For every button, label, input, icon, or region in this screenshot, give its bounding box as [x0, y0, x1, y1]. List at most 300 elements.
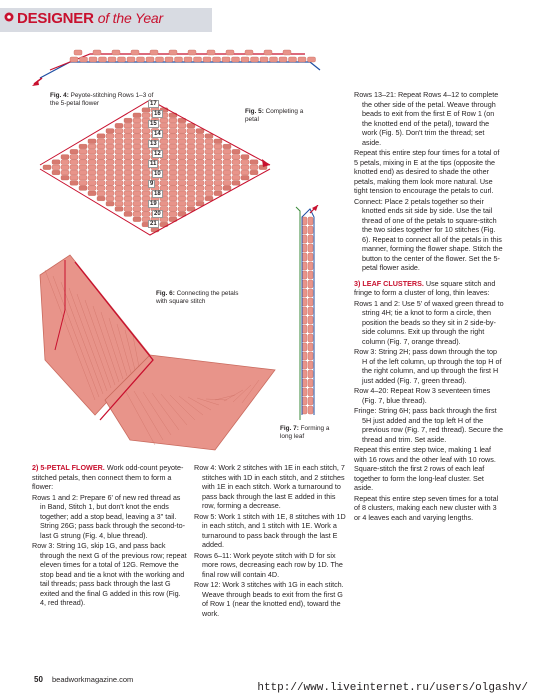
bead [205, 134, 213, 139]
bead [250, 170, 258, 175]
bead [178, 201, 186, 206]
bead [223, 149, 231, 154]
bead [124, 207, 132, 212]
bead [289, 57, 297, 62]
bead [142, 108, 150, 113]
bead [187, 129, 195, 134]
bead [308, 226, 313, 234]
bead [187, 196, 195, 201]
bead [61, 175, 69, 180]
row-number-label: 13 [150, 141, 157, 147]
bead [106, 196, 114, 201]
bead [165, 57, 173, 62]
bead [196, 191, 204, 196]
paragraph-row-4: Row 4: Work 2 stitches with 1E in each stitch, 7 stitches with 1D in each stitch, and 2 stitches with 1E in each stitch. Work a turnaround to pass back through the last E added in this row, forming a decrease. [194, 463, 345, 510]
bead [169, 129, 177, 134]
bead [223, 181, 231, 186]
bead [115, 191, 123, 196]
bead [124, 144, 132, 149]
bead [302, 226, 307, 234]
bead [169, 118, 177, 123]
bead [115, 207, 123, 212]
bead [279, 57, 287, 62]
bead [124, 186, 132, 191]
bead [115, 165, 123, 170]
bead [133, 144, 141, 149]
paragraph-5-petal-flower: 2) 5-PETAL FLOWER. Work odd-count peyote-stitched petals, then connect them to form a flower: [32, 463, 184, 491]
bead [115, 201, 123, 206]
bead [169, 201, 177, 206]
bead [118, 57, 126, 62]
bead [108, 57, 116, 62]
bead [178, 175, 186, 180]
bead [106, 139, 114, 144]
bead [205, 196, 213, 201]
figure-6-caption: Fig. 6: Connecting the petals with square stitch [156, 290, 239, 305]
row-number-label: 16 [154, 111, 161, 117]
bead [214, 139, 222, 144]
bead [245, 50, 253, 55]
bead [308, 406, 313, 414]
bead [169, 139, 177, 144]
bead [205, 155, 213, 160]
bead [97, 155, 105, 160]
page-number: 50 [34, 675, 43, 684]
bead [302, 307, 307, 315]
row-number-label: 18 [154, 191, 161, 197]
bead [79, 175, 87, 180]
bead [213, 57, 221, 62]
bead [97, 160, 105, 165]
bead [308, 370, 313, 378]
row-number-label: 21 [150, 221, 157, 227]
bead [142, 212, 150, 217]
bead [194, 57, 202, 62]
bead [88, 155, 96, 160]
bead [232, 165, 240, 170]
bead [124, 139, 132, 144]
bead [178, 196, 186, 201]
bead [124, 201, 132, 206]
paragraph-leaf-rows-1-2: Rows 1 and 2: Use 5' of waxed green thread to string 4H; tie a knot to form a circle, then position the beads so they sit in 2 side-by-side columns. Exit up through the right column (Fig. 7, orange thread). [354, 298, 504, 346]
bead [308, 307, 313, 315]
bead [97, 196, 105, 201]
bead [133, 217, 141, 222]
bead [43, 165, 51, 170]
bead [133, 181, 141, 186]
bead [124, 191, 132, 196]
bead [79, 170, 87, 175]
bead [205, 191, 213, 196]
bead [214, 191, 222, 196]
bead [214, 175, 222, 180]
bead [308, 397, 313, 405]
bead [106, 149, 114, 154]
bead [133, 196, 141, 201]
bead [133, 160, 141, 165]
bead [169, 123, 177, 128]
bead [97, 139, 105, 144]
bead [133, 129, 141, 134]
bead [223, 165, 231, 170]
bead [308, 253, 313, 261]
bead [52, 160, 60, 165]
bead [124, 165, 132, 170]
bead [133, 155, 141, 160]
text-column-1 [32, 463, 187, 609]
bead [302, 271, 307, 279]
bead [88, 186, 96, 191]
bead [97, 170, 105, 175]
bead [187, 170, 195, 175]
bead [283, 50, 291, 55]
bead [150, 50, 158, 55]
row-number-label: 14 [154, 131, 161, 137]
bead [251, 57, 259, 62]
bead [232, 175, 240, 180]
bead [308, 352, 313, 360]
bead [97, 175, 105, 180]
bead [178, 186, 186, 191]
bead [205, 186, 213, 191]
bead [61, 165, 69, 170]
bead [124, 196, 132, 201]
bead [146, 57, 154, 62]
bead [187, 149, 195, 154]
bead [88, 175, 96, 180]
bead [302, 361, 307, 369]
bead [214, 155, 222, 160]
bead [187, 160, 195, 165]
bead [187, 175, 195, 180]
flower-logo-icon [4, 12, 14, 22]
bead [196, 170, 204, 175]
bead [124, 160, 132, 165]
bead [115, 129, 123, 134]
paragraph-leaf-rows-4-20: Row 4–20: Repeat Row 3 seventeen times (Fig. 7, blue thread). [354, 386, 491, 405]
figure-4-caption: Fig. 4: Peyote-stitching Rows 1–3 of the 5-petal flower [50, 92, 154, 107]
bead [79, 165, 87, 170]
bead [106, 155, 114, 160]
bead [70, 160, 78, 165]
bead [302, 244, 307, 252]
bead [79, 144, 87, 149]
bead [133, 134, 141, 139]
paragraph-row-12: Row 12: Work 3 stitches with 1G in each stitch. Weave through beads to exit from the first G of Row 1 (near the knotted end), toward the work. [194, 580, 344, 618]
bead [133, 212, 141, 217]
bead [131, 50, 139, 55]
row-number-label: 20 [154, 211, 161, 217]
bead [70, 155, 78, 160]
bead [308, 271, 313, 279]
footer-website: beadworkmagazine.com [52, 675, 134, 684]
bead [178, 160, 186, 165]
bead [308, 298, 313, 306]
bead [124, 129, 132, 134]
bead [156, 57, 164, 62]
bead [142, 155, 150, 160]
bead [223, 175, 231, 180]
bead [302, 316, 307, 324]
bead [115, 160, 123, 165]
bead [106, 165, 114, 170]
bead [214, 149, 222, 154]
bead [178, 207, 186, 212]
bead [302, 352, 307, 360]
bead [232, 155, 240, 160]
bead [196, 139, 204, 144]
bead [79, 160, 87, 165]
bead [308, 262, 313, 270]
bead [97, 144, 105, 149]
bead [205, 165, 213, 170]
bead [160, 181, 168, 186]
bead [205, 175, 213, 180]
bead [223, 155, 231, 160]
bead [52, 165, 60, 170]
bead [133, 113, 141, 118]
row-number-label: 10 [154, 171, 161, 177]
bead [106, 201, 114, 206]
bead [223, 160, 231, 165]
bead [214, 165, 222, 170]
bead [205, 149, 213, 154]
bead [142, 134, 150, 139]
bead [223, 170, 231, 175]
bead [80, 57, 88, 62]
bead [88, 165, 96, 170]
bead [97, 186, 105, 191]
bead [142, 191, 150, 196]
paragraph-repeat-petals: Repeat this entire step four times for a total of 5 petals, mixing in E at the tips (opposite the knotted end) as desired to shade the other petals, making them look more natural. Use tight tension to encourage the petals to curl. [354, 148, 500, 195]
bead [115, 170, 123, 175]
bead [214, 144, 222, 149]
bead [106, 186, 114, 191]
bead [178, 181, 186, 186]
bead [214, 181, 222, 186]
bead [169, 181, 177, 186]
bead [115, 196, 123, 201]
bead [302, 289, 307, 297]
bead [115, 186, 123, 191]
bead [302, 298, 307, 306]
bead [308, 316, 313, 324]
bead [196, 181, 204, 186]
bead [169, 196, 177, 201]
bead [142, 113, 150, 118]
bead [133, 175, 141, 180]
bead [61, 160, 69, 165]
bead [203, 57, 211, 62]
bead [196, 196, 204, 201]
paragraph-rows-6-11: Rows 6–11: Work peyote stitch with D for six more rows, decreasing each row by 1D. The final row will contain 4D. [194, 550, 343, 579]
bead [178, 123, 186, 128]
bead [196, 175, 204, 180]
bead [250, 165, 258, 170]
bead [97, 149, 105, 154]
bead [232, 170, 240, 175]
bead [205, 160, 213, 165]
bead [214, 160, 222, 165]
bead [79, 181, 87, 186]
bead [188, 50, 196, 55]
bead [232, 181, 240, 186]
bead [196, 165, 204, 170]
bead [70, 149, 78, 154]
bead [61, 170, 69, 175]
bead [196, 144, 204, 149]
figure-5-caption: Fig. 5: Completing a petal [245, 108, 304, 123]
bead [115, 175, 123, 180]
bead [137, 57, 145, 62]
bead [133, 139, 141, 144]
bead [160, 160, 168, 165]
bead [124, 149, 132, 154]
bead [169, 170, 177, 175]
bead [196, 134, 204, 139]
section-title: DESIGNER of the Year [17, 10, 163, 27]
bead [133, 186, 141, 191]
bead [112, 50, 120, 55]
bead [88, 144, 96, 149]
bead [142, 170, 150, 175]
bead [241, 155, 249, 160]
bead [187, 155, 195, 160]
bead [302, 334, 307, 342]
bead [115, 123, 123, 128]
bead [97, 165, 105, 170]
bead [124, 212, 132, 217]
bead [187, 139, 195, 144]
figure-4-bead-strip [30, 40, 330, 95]
bead [99, 57, 107, 62]
bead [250, 160, 258, 165]
bead [169, 186, 177, 191]
bead [106, 160, 114, 165]
bead [241, 170, 249, 175]
bead [241, 57, 249, 62]
bead [88, 181, 96, 186]
bead [133, 170, 141, 175]
bead [222, 57, 230, 62]
bead [178, 139, 186, 144]
bead [205, 144, 213, 149]
bead [124, 175, 132, 180]
bead [223, 144, 231, 149]
bead [264, 50, 272, 55]
row-number-label: 12 [154, 151, 161, 157]
bead [214, 170, 222, 175]
bead [308, 244, 313, 252]
row-number-label: 11 [150, 161, 157, 167]
bead [308, 235, 313, 243]
bead [142, 129, 150, 134]
bead [178, 134, 186, 139]
bead [160, 123, 168, 128]
bead [196, 186, 204, 191]
paragraph-row-5: Row 5: Work 1 stitch with 1E, 8 stitches with 1D in each stitch, and 1 stitch with 1E. Work a turnaround to pass back through the last E added. [194, 511, 346, 549]
bead [187, 201, 195, 206]
bead [308, 343, 313, 351]
bead [133, 207, 141, 212]
bead [169, 165, 177, 170]
bead [260, 57, 268, 62]
bead [241, 165, 249, 170]
bead [178, 144, 186, 149]
bead [124, 155, 132, 160]
bead [169, 149, 177, 154]
bead [106, 170, 114, 175]
bead [115, 149, 123, 154]
bead [133, 123, 141, 128]
bead [70, 165, 78, 170]
bead [302, 379, 307, 387]
bead [308, 334, 313, 342]
bead [302, 217, 307, 225]
bead [187, 181, 195, 186]
bead [169, 144, 177, 149]
bead [205, 139, 213, 144]
bead [133, 118, 141, 123]
paragraph-rows-1-2: Rows 1 and 2: Prepare 6' of new red thread as in Band, Stitch 1, but don't knot the ends together; add a stop bead, leaving a 3" tail. String 26G; pass back through the second-to-last G strung (Fig. 4, blue thread). [32, 492, 186, 540]
bead [302, 388, 307, 396]
bead [302, 325, 307, 333]
bead [70, 57, 78, 62]
bead [88, 191, 96, 196]
bead [187, 165, 195, 170]
bead [160, 201, 168, 206]
bead [124, 123, 132, 128]
bead [241, 175, 249, 180]
bead [106, 181, 114, 186]
bead [308, 361, 313, 369]
bead [308, 57, 316, 62]
bead [169, 175, 177, 180]
bead [106, 175, 114, 180]
bead [133, 149, 141, 154]
bead [196, 129, 204, 134]
bead [88, 160, 96, 165]
bead [302, 235, 307, 243]
bead [70, 170, 78, 175]
bead [232, 160, 240, 165]
paragraph-row-3: Row 3: String 1G, skip 1G, and pass back through the next G of the previous row; repeat eleven times for a total of 12G. Remove the stop bead and tie a knot with the working and tail threads; pass back through the last G exited and the final G added in this row (Fig. 4, red thread). [32, 541, 187, 607]
paragraph-fringe: Fringe: String 6H; pass back through the first 5H just added and the top left H of the previous row (Fig. 7, red thread). Secure the thread and trim. Set aside. [354, 406, 504, 444]
bead [106, 191, 114, 196]
bead [79, 186, 87, 191]
bead [160, 165, 168, 170]
bead [196, 155, 204, 160]
bead [115, 144, 123, 149]
bead [187, 191, 195, 196]
bead [169, 155, 177, 160]
bead [308, 379, 313, 387]
bead [97, 191, 105, 196]
bead [169, 160, 177, 165]
bead [302, 343, 307, 351]
bead [302, 253, 307, 261]
row-number-label: 19 [150, 201, 157, 207]
bead [106, 129, 114, 134]
bead [302, 370, 307, 378]
bead [178, 165, 186, 170]
bead [187, 144, 195, 149]
bead [302, 280, 307, 288]
row-number-label: 17 [150, 101, 157, 107]
bead [226, 50, 234, 55]
bead [223, 186, 231, 191]
bead [97, 134, 105, 139]
